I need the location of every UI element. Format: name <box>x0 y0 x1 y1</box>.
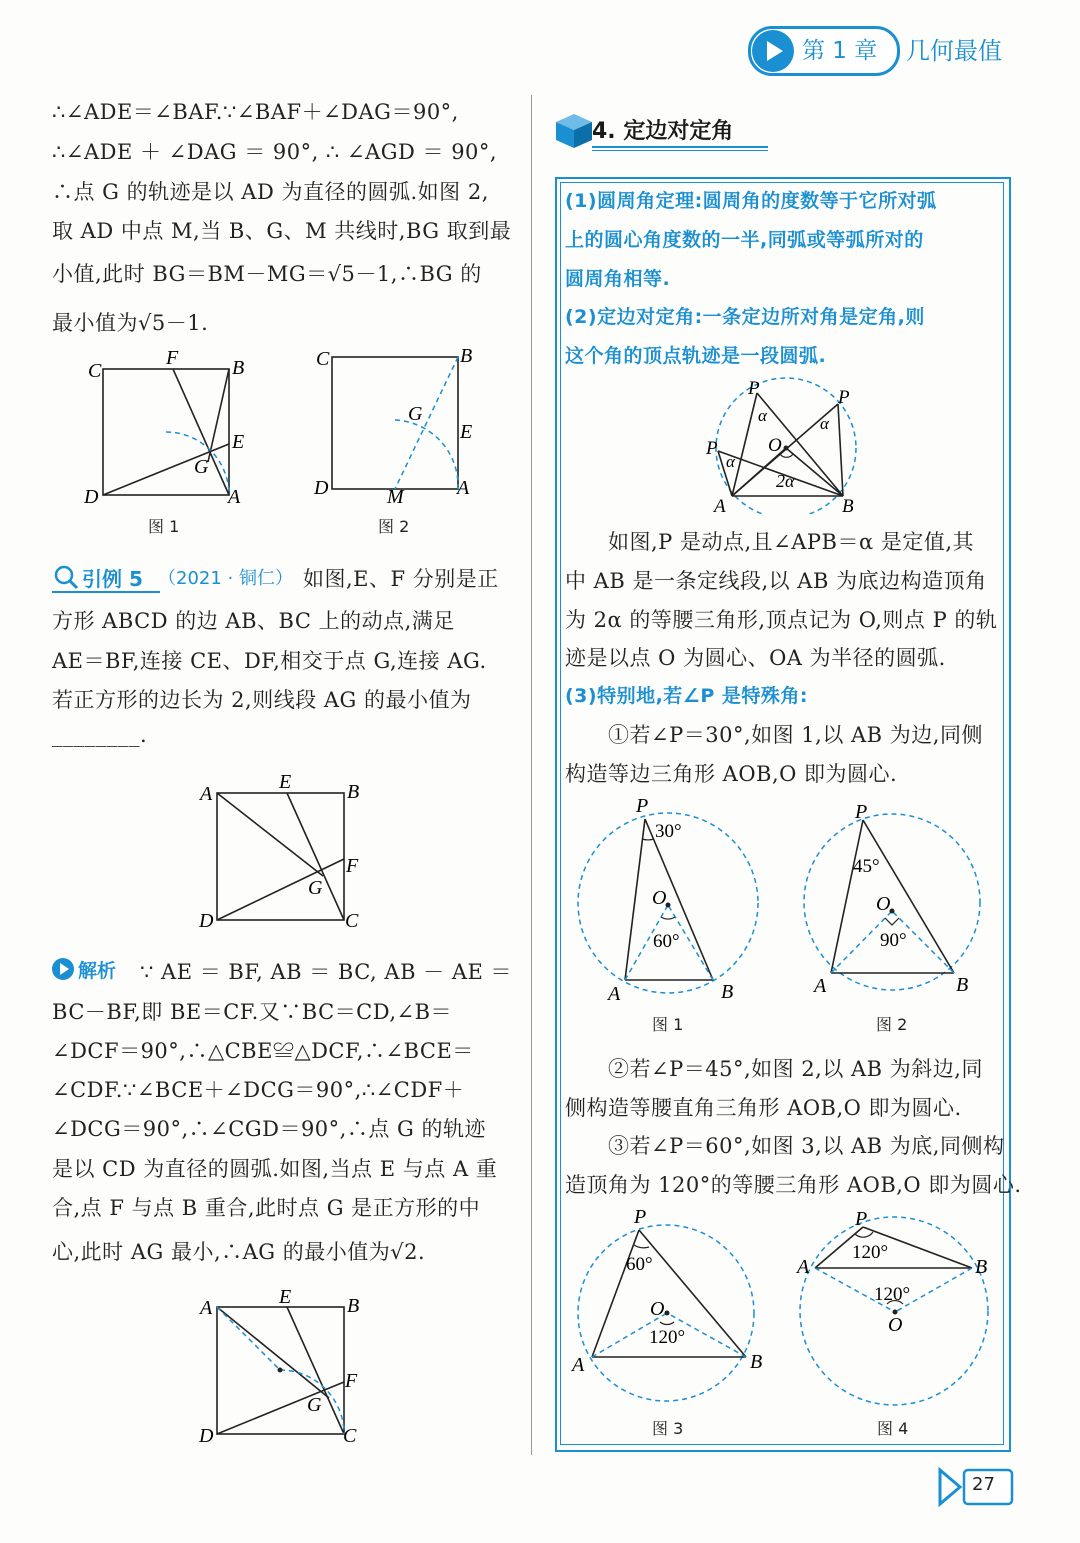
svg-text:E: E <box>232 431 245 453</box>
text-line: ∴∠ADE＝∠BAF.∵∠BAF＋∠DAG＝90°, <box>52 100 459 124</box>
angle-label: 120° <box>874 1284 911 1305</box>
circle-figure-4 <box>795 1205 1005 1410</box>
svg-text:P: P <box>748 378 760 399</box>
text-line: 迹是以点 O 为圆心、OA 为半径的圆弧. <box>565 646 946 670</box>
svg-text:P: P <box>636 795 649 817</box>
svg-text:E: E <box>279 1286 292 1308</box>
box-line: 上的圆心角度数的一半,同弧或等弧所对的 <box>565 229 924 251</box>
angle-label: 45° <box>853 856 880 877</box>
angle-label: 120° <box>852 1242 889 1263</box>
svg-text:E: E <box>460 421 473 443</box>
text-line: 侧构造等腰直角三角形 AOB,O 即为圆心. <box>565 1096 962 1120</box>
svg-text:A: A <box>608 983 621 1005</box>
text-line: ∠DCF＝90°,∴△CBE≌△DCF,∴∠BCE＝ <box>52 1039 474 1063</box>
text-line: 方形 ABCD 的边 AB、BC 上的动点,满足 <box>52 609 455 633</box>
svg-text:A: A <box>572 1354 585 1376</box>
section-icon <box>554 110 594 154</box>
text-line: ∠DCG＝90°,∴∠CGD＝90°,∴点 G 的轨迹 <box>52 1117 486 1141</box>
svg-text:A: A <box>200 1297 213 1319</box>
section-title: 4. 定边对定角 <box>592 119 734 144</box>
text-line: BC－BF,即 BE＝CF.又∵BC＝CD,∠B＝ <box>52 1000 453 1024</box>
text-line: ∠CDF.∵∠BCE＋∠DCG＝90°,∴∠CDF＋ <box>52 1078 465 1102</box>
chapter-label: 第 1 章 <box>802 38 878 64</box>
svg-text:P: P <box>855 1208 868 1230</box>
solution-figure <box>190 1285 380 1450</box>
circle-figure-2 <box>800 798 1000 1010</box>
svg-text:D: D <box>84 486 99 508</box>
box-line: 圆周角相等. <box>565 268 671 290</box>
example-tag: 引例 5 <box>82 567 143 591</box>
text-line: 构造等边三角形 AOB,O 即为圆心. <box>565 762 898 786</box>
play-icon <box>752 30 794 72</box>
svg-text:O: O <box>768 435 782 456</box>
figure-caption: 图 3 <box>652 1419 684 1438</box>
svg-text:O: O <box>876 893 891 915</box>
angle-label: 60° <box>653 931 680 952</box>
angle-label: 60° <box>626 1254 653 1275</box>
text-line: 心,此时 AG 最小,∴AG 的最小值为√2. <box>52 1240 426 1264</box>
svg-text:G: G <box>308 877 323 899</box>
svg-text:B: B <box>232 357 245 379</box>
text-line: 取 AD 中点 M,当 B、G、M 共线时,BG 取到最 <box>52 219 512 243</box>
svg-text:G: G <box>408 403 423 425</box>
example-source: （2021 · 铜仁） <box>158 568 293 589</box>
svg-text:O: O <box>650 1298 665 1320</box>
solution-tag: 解析 <box>78 960 117 982</box>
text-line: 如图,P 是动点,且∠APB＝α 是定值,其 <box>608 530 975 554</box>
text-line: ∵ AE ＝ BF, AB ＝ BC, AB － AE ＝ <box>140 960 513 984</box>
svg-text:E: E <box>279 771 292 793</box>
svg-text:C: C <box>345 910 359 930</box>
svg-text:G: G <box>307 1394 322 1416</box>
text-line: 中 AB 是一条定线段,以 AB 为底边构造顶角 <box>565 569 987 593</box>
svg-text:P: P <box>838 387 850 408</box>
text-line: 如图,E、F 分别是正 <box>303 567 499 591</box>
special-heading: (3)特别地,若∠P 是特殊角: <box>565 685 808 707</box>
svg-text:D: D <box>314 477 329 499</box>
text-line: 是以 CD 为直径的圆弧.如图,当点 E 与点 A 重 <box>52 1157 498 1181</box>
svg-text:D: D <box>199 910 214 930</box>
svg-text:P: P <box>634 1206 647 1228</box>
svg-text:A: A <box>814 975 827 997</box>
circle-figure-1 <box>575 795 775 1010</box>
svg-text:F: F <box>166 347 179 369</box>
svg-text:A: A <box>457 477 470 499</box>
svg-text:G: G <box>194 456 209 478</box>
svg-text:D: D <box>199 1425 214 1447</box>
text-line: 合,点 F 与点 B 重合,此时点 G 是正方形的中 <box>52 1196 481 1220</box>
svg-text:A: A <box>228 486 241 508</box>
svg-text:B: B <box>347 781 360 803</box>
example-figure <box>190 770 380 930</box>
svg-text:M: M <box>387 486 404 508</box>
circle-figure-3 <box>570 1203 775 1413</box>
svg-text:B: B <box>750 1351 763 1373</box>
column-divider <box>531 95 532 1455</box>
chapter-title: 几何最值 <box>906 37 1002 65</box>
svg-text:C: C <box>343 1425 357 1447</box>
figure-caption: 图 4 <box>877 1419 909 1438</box>
svg-text:B: B <box>347 1295 360 1317</box>
page-number: 27 <box>972 1474 995 1495</box>
box-line: 这个角的顶点轨迹是一段圆弧. <box>565 345 827 367</box>
svg-text:P: P <box>855 801 868 823</box>
text-line: ∴∠ADE ＋ ∠DAG ＝ 90°, ∴ ∠AGD ＝ 90°, <box>52 140 498 164</box>
box-line: (1)圆周角定理:圆周角的度数等于它所对弧 <box>565 190 937 212</box>
left-figures-1-2 <box>70 340 490 540</box>
svg-text:B: B <box>975 1256 988 1278</box>
text-line: 若正方形的边长为 2,则线段 AG 的最小值为 <box>52 688 472 712</box>
box-line: (2)定边对定角:一条定边所对角是定角,则 <box>565 306 925 328</box>
svg-text:B: B <box>956 974 969 996</box>
figure-caption: 图 2 <box>876 1015 908 1034</box>
svg-text:O: O <box>652 887 667 909</box>
text-line: AE＝BF,连接 CE、DF,相交于点 G,连接 AG. <box>52 649 487 673</box>
text-line: ∴点 G 的轨迹是以 AD 为直径的圆弧.如图 2, <box>52 180 489 204</box>
section-underline <box>592 146 768 148</box>
svg-text:A: A <box>714 496 726 514</box>
svg-text:B: B <box>460 345 473 367</box>
text-line: ②若∠P＝45°,如图 2,以 AB 为斜边,同 <box>608 1057 983 1081</box>
svg-text:A: A <box>200 783 213 805</box>
arc-2 <box>395 420 458 489</box>
line-bm <box>395 357 458 489</box>
text-line: ③若∠P＝60°,如图 3,以 AB 为底,同侧构 <box>608 1134 1005 1158</box>
angle-label: 90° <box>880 930 907 951</box>
svg-text:B: B <box>721 981 734 1003</box>
svg-text:α: α <box>726 452 735 471</box>
svg-text:α: α <box>758 406 767 425</box>
play-icon <box>52 958 74 980</box>
svg-text:α: α <box>820 414 829 433</box>
svg-text:P: P <box>706 438 718 459</box>
text-line: 为 2α 的等腰三角形,顶点记为 O,则点 P 的轨 <box>565 608 998 632</box>
svg-text:A: A <box>797 1256 810 1278</box>
svg-text:O: O <box>888 1314 903 1336</box>
svg-text:F: F <box>345 1370 358 1392</box>
figure-caption: 图 1 <box>148 517 180 536</box>
svg-text:C: C <box>316 348 330 370</box>
svg-text:2α: 2α <box>776 471 795 491</box>
text-line: ________. <box>52 723 148 747</box>
text-line: 最小值为√5－1. <box>52 311 209 335</box>
svg-text:C: C <box>88 360 102 382</box>
text-line: 造顶角为 120°的等腰三角形 AOB,O 即为圆心. <box>565 1173 1022 1197</box>
figure-caption: 图 2 <box>378 517 410 536</box>
locus-figure <box>700 374 865 514</box>
angle-label: 120° <box>649 1327 686 1348</box>
square-2 <box>332 357 458 489</box>
text-line: ①若∠P＝30°,如图 1,以 AB 为边,同侧 <box>608 723 983 747</box>
section-underline <box>592 150 768 151</box>
angle-label: 30° <box>655 821 682 842</box>
svg-text:B: B <box>842 496 854 514</box>
svg-text:F: F <box>346 855 359 877</box>
figure-caption: 图 1 <box>652 1015 684 1034</box>
text-line: 小值,此时 BG＝BM－MG＝√5－1,∴BG 的 <box>52 262 482 286</box>
